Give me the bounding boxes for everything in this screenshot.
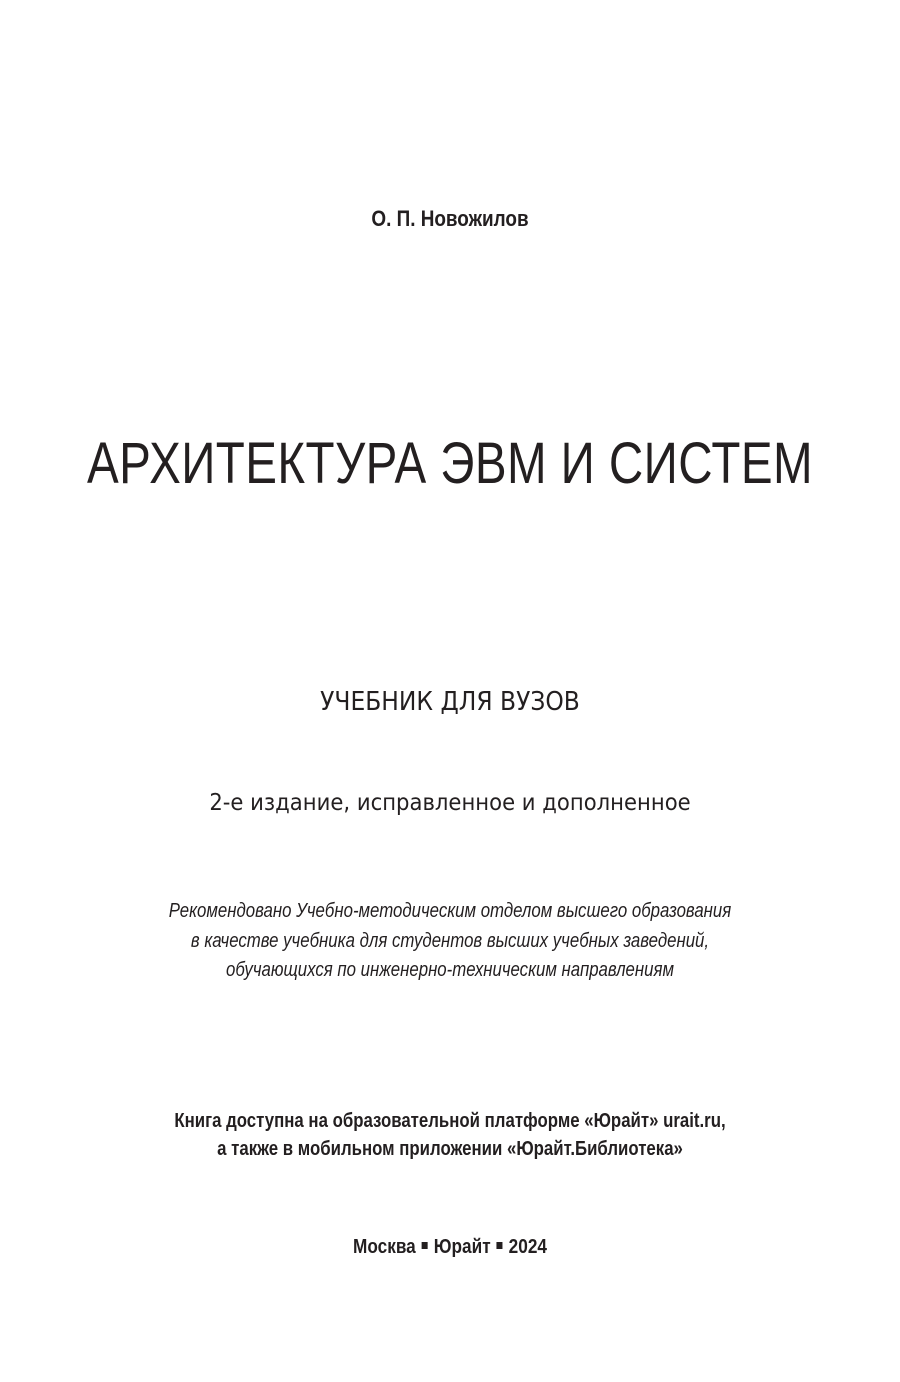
- edition-note: 2-е издание, исправленное и дополненное: [209, 790, 691, 816]
- recommendation-line: обучающихся по инженерно-техническим направлениям: [225, 959, 674, 981]
- imprint-city: Москва: [353, 1236, 416, 1258]
- availability-line: Книга доступна на образовательной платформе «Юрайт» urait.ru,: [174, 1110, 726, 1132]
- recommendation-line: в качестве учебника для студентов высших учебных заведений,: [190, 930, 710, 952]
- square-bullet-icon: [422, 1242, 428, 1249]
- availability-line: а также в мобильном приложении «Юрайт.Библиотека»: [217, 1138, 683, 1160]
- recommendation-line: Рекомендовано Учебно-методическим отделом высшего образования: [168, 900, 732, 922]
- imprint-year: 2024: [508, 1236, 547, 1258]
- imprint-publisher: Юрайт: [433, 1236, 491, 1258]
- book-title: АРХИТЕКТУРА ЭВМ И СИСТЕМ: [86, 431, 814, 496]
- book-subtitle: УЧЕБНИК ДЛЯ ВУЗОВ: [320, 687, 580, 717]
- imprint: [63, 1236, 837, 1259]
- square-bullet-icon: [497, 1242, 503, 1249]
- author-name: О. П. Новожилов: [371, 206, 529, 231]
